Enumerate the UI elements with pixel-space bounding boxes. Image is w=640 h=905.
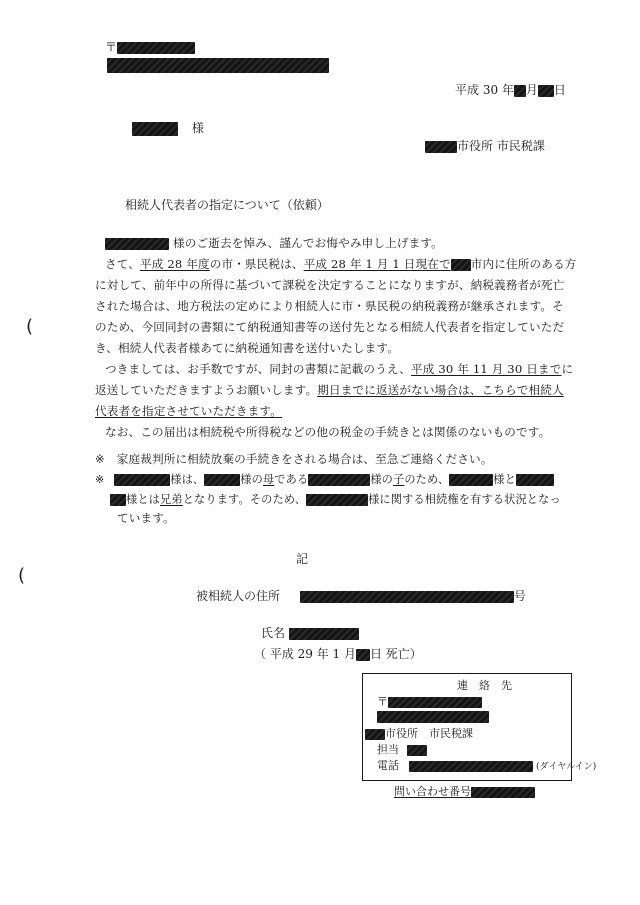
contact-office: 市役所 市民税課 [365,725,473,741]
redacted-person [407,745,427,756]
redacted-postal-code [388,697,482,708]
note-2-line-2: 様とは兄弟となります。そのため、 様に関する相続権を有する状況となっ [110,491,561,507]
redacted-name [449,474,493,486]
body-line-9: 代表者を指定させていただきます。 [95,404,282,418]
recipient-address [107,58,329,73]
contact-title: 連 絡 先 [457,679,512,692]
body-line-3: に対して、前年中の所得に基づいて課税を決定することになりますが、納税義務者が死亡 [95,278,565,292]
body-line-4: された場合は、地方税法の定めにより相続人に市・県民税の納税義務が継承されます。そ [95,299,564,313]
redacted-city [365,729,385,740]
note-2: ※ 様は、 様の母である 様の子のため、 様と [95,471,554,487]
deceased-address-row: 被相続人の住所 号 [196,589,526,603]
postal-line: 〒 [105,38,195,55]
redacted-deceased-address [300,591,514,603]
binder-hole-mark: ( [18,565,26,586]
redacted-day [356,649,370,661]
letter-date: 平成 30 年 月 日 [455,83,566,97]
binder-hole-mark: ( [26,316,34,337]
redacted-name [516,474,554,486]
inquiry-number: 問い合わせ番号 [394,783,535,799]
redacted-day [538,85,554,97]
body-line-1: 様のご逝去を悼み、謹んでお悔やみ申し上げます。 [105,235,443,251]
redacted-city [451,259,471,271]
redacted-phone [409,761,533,772]
death-date: （ 平成 29 年 1 月 日 死亡） [254,647,422,661]
deceased-name-row: 氏名 [261,624,359,641]
sender-office: 市役所 市民税課 [425,137,545,154]
note-1: ※ 家庭裁判所に相続放棄の手続きをされる場合は、至急ご連絡ください。 [95,452,493,466]
redacted-postal-code [117,42,195,54]
note-2-line-3: ています。 [117,511,175,525]
body-line-7: つきましては、お手数ですが、同封の書類に記載のうえ、平成 30 年 11 月 30 日までに [105,362,574,376]
contact-box [362,673,597,781]
redacted-deceased-name [289,628,359,640]
redacted-recipient [132,122,178,136]
contact-address [377,709,489,723]
body-line-10: なお、この届出は相続税や所得税などの他の税金の手続きとは関係のないものです。 [105,425,551,439]
redacted-name [308,474,370,486]
ki-heading: 記 [296,552,309,566]
contact-phone: 電話 (ダイヤルイン) [377,759,597,772]
contact-person: 担当 [377,741,427,757]
recipient-name: 様 [132,119,204,136]
redacted-deceased-name [105,238,169,250]
contact-postal: 〒 [377,693,482,709]
body-line-6: き、相続人代表者様あてに納税通知書を送付いたします。 [95,341,399,355]
redacted-inquiry-number [471,787,535,798]
body-line-2: さて、平成 28 年度の市・県民税は、平成 28 年 1 月 1 日現在で 市内に住所のある方 [105,257,577,271]
body-line-5: のため、今回同封の書類にて納税通知書等の送付先となる相続人代表者を指定していただ [95,320,565,334]
letter-title: 相続人代表者の指定について（依頼） [125,198,329,212]
redacted-month [514,85,526,97]
redacted-address [377,711,489,723]
redacted-city [425,141,457,153]
redacted-heir-name [114,474,170,486]
redacted-name [306,494,368,506]
redacted-address [107,58,329,73]
redacted-name [204,474,240,486]
redacted-name [110,494,126,506]
body-line-8: 返送していただきますようお願いします。期日までに返送がない場合は、こちらで相続人 [95,383,564,397]
